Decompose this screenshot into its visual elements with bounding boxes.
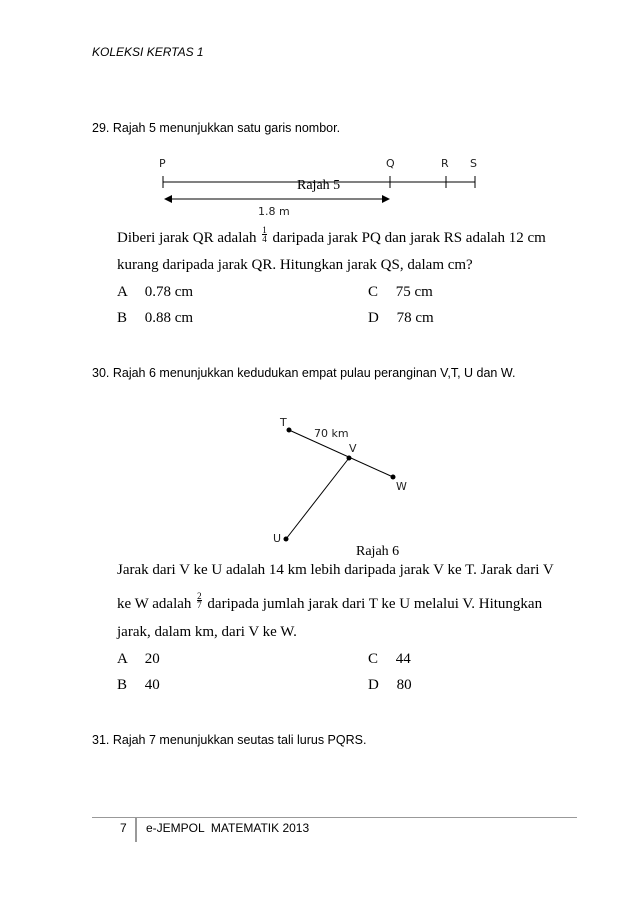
question-31-prompt: 31. Rajah 7 menunjukkan seutas tali lurus PQRS.	[92, 733, 367, 747]
label-w: W	[396, 480, 407, 493]
footer-divider	[92, 817, 577, 818]
document-header: KOLEKSI KERTAS 1	[92, 45, 204, 59]
fraction-numerator: 1	[262, 225, 267, 236]
fraction-two-sevenths	[197, 592, 202, 609]
fraction-one-quarter	[262, 226, 267, 243]
option-text: 0.88 cm	[144, 310, 194, 326]
point-u	[284, 537, 289, 542]
option-letter: C	[368, 284, 379, 300]
option-text: 20	[144, 651, 160, 667]
length-label: 1.8 m	[258, 205, 290, 218]
option-b[interactable]	[117, 310, 193, 327]
point-t	[287, 428, 292, 433]
q30-text-b: daripada jumlah jarak dari T ke U melalui V. Hitungkan	[207, 596, 543, 612]
option-a[interactable]	[117, 284, 193, 301]
option-c[interactable]	[368, 651, 411, 668]
option-letter: A	[117, 284, 128, 300]
question-29-line-2: kurang daripada jarak QR. Hitungkan jarak QS, dalam cm?	[117, 257, 473, 273]
q30-text-a: ke W adalah	[117, 596, 192, 612]
point-label-s: S	[470, 157, 477, 170]
pq-arrow-left-head	[164, 195, 172, 203]
page-number: 7	[120, 821, 127, 835]
point-label-p: P	[159, 157, 166, 170]
diagram-caption-rajah-5: Rajah 5	[297, 178, 341, 193]
fraction-denominator: 7	[197, 600, 202, 611]
option-letter: D	[368, 677, 379, 693]
option-text: 78 cm	[396, 310, 434, 326]
option-letter: A	[117, 651, 128, 667]
footer-separator	[135, 817, 137, 842]
question-30-prompt: 30. Rajah 6 menunjukkan kedudukan empat pulau peranginan V,T, U dan W.	[92, 366, 516, 380]
option-text: 44	[395, 651, 411, 667]
footer-title: e-JEMPOL MATEMATIK 2013	[146, 821, 310, 835]
pq-arrow-right-head	[382, 195, 390, 203]
question-30-line-1: Jarak dari V ke U adalah 14 km lebih daripada jarak V ke T. Jarak dari V	[117, 562, 554, 578]
option-letter: D	[368, 310, 379, 326]
question-30-line-3: jarak, dalam km, dari V ke W.	[117, 624, 297, 640]
option-text: 0.78 cm	[144, 284, 194, 300]
question-29-prompt: 29. Rajah 5 menunjukkan satu garis nombor.	[92, 121, 341, 135]
point-w	[391, 475, 396, 480]
q29-text-a: Diberi jarak QR adalah	[117, 230, 257, 246]
option-text: 40	[144, 677, 160, 693]
fraction-numerator: 2	[197, 591, 202, 602]
option-b[interactable]	[117, 677, 160, 694]
q29-text-b: daripada jarak PQ dan jarak RS adalah 12 cm	[272, 230, 546, 246]
point-v	[347, 456, 352, 461]
label-t: T	[280, 416, 287, 429]
option-text: 80	[396, 677, 412, 693]
label-v: V	[349, 442, 357, 455]
option-d[interactable]	[368, 310, 434, 327]
question-29-line-1	[117, 225, 546, 247]
option-a[interactable]	[117, 651, 160, 668]
question-30-line-2	[117, 591, 543, 613]
distance-label: 70 km	[314, 427, 349, 440]
fraction-denominator: 4	[262, 234, 267, 245]
diagram-caption-rajah-6: Rajah 6	[356, 544, 400, 559]
line-v-u	[286, 458, 349, 539]
option-d[interactable]	[368, 677, 412, 694]
label-u: U	[273, 532, 282, 545]
option-letter: B	[117, 310, 128, 326]
option-letter: B	[117, 677, 128, 693]
option-c[interactable]	[368, 284, 433, 301]
option-text: 75 cm	[395, 284, 433, 300]
point-label-r: R	[441, 157, 449, 170]
point-label-q: Q	[386, 157, 395, 170]
option-letter: C	[368, 651, 379, 667]
